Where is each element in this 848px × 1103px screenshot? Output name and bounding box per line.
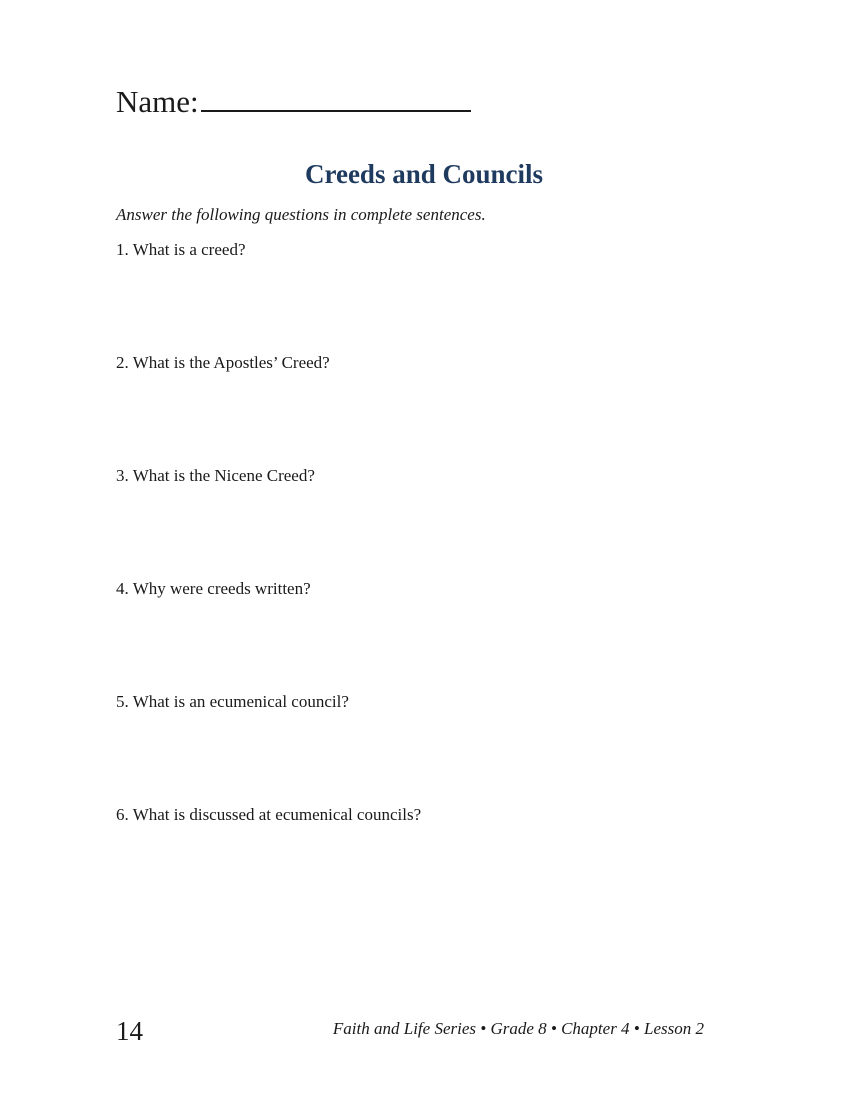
name-blank-line[interactable] bbox=[201, 82, 471, 112]
question-6: 6. What is discussed at ecumenical councils? bbox=[116, 805, 422, 824]
question-4: 4. Why were creeds written? bbox=[116, 579, 311, 598]
question-5: 5. What is an ecumenical council? bbox=[116, 692, 349, 711]
question-1: 1. What is a creed? bbox=[116, 240, 246, 259]
question-3: 3. What is the Nicene Creed? bbox=[116, 466, 315, 485]
page-number: 14 bbox=[116, 1016, 143, 1046]
worksheet-instructions: Answer the following questions in complete sentences. bbox=[116, 205, 486, 224]
name-label: Name: bbox=[116, 84, 199, 119]
question-2: 2. What is the Apostles’ Creed? bbox=[116, 353, 330, 372]
footer-series-info: Faith and Life Series • Grade 8 • Chapter 4 • Lesson 2 bbox=[332, 1019, 704, 1038]
worksheet-title: Creeds and Councils bbox=[304, 159, 544, 189]
name-field bbox=[116, 82, 471, 120]
